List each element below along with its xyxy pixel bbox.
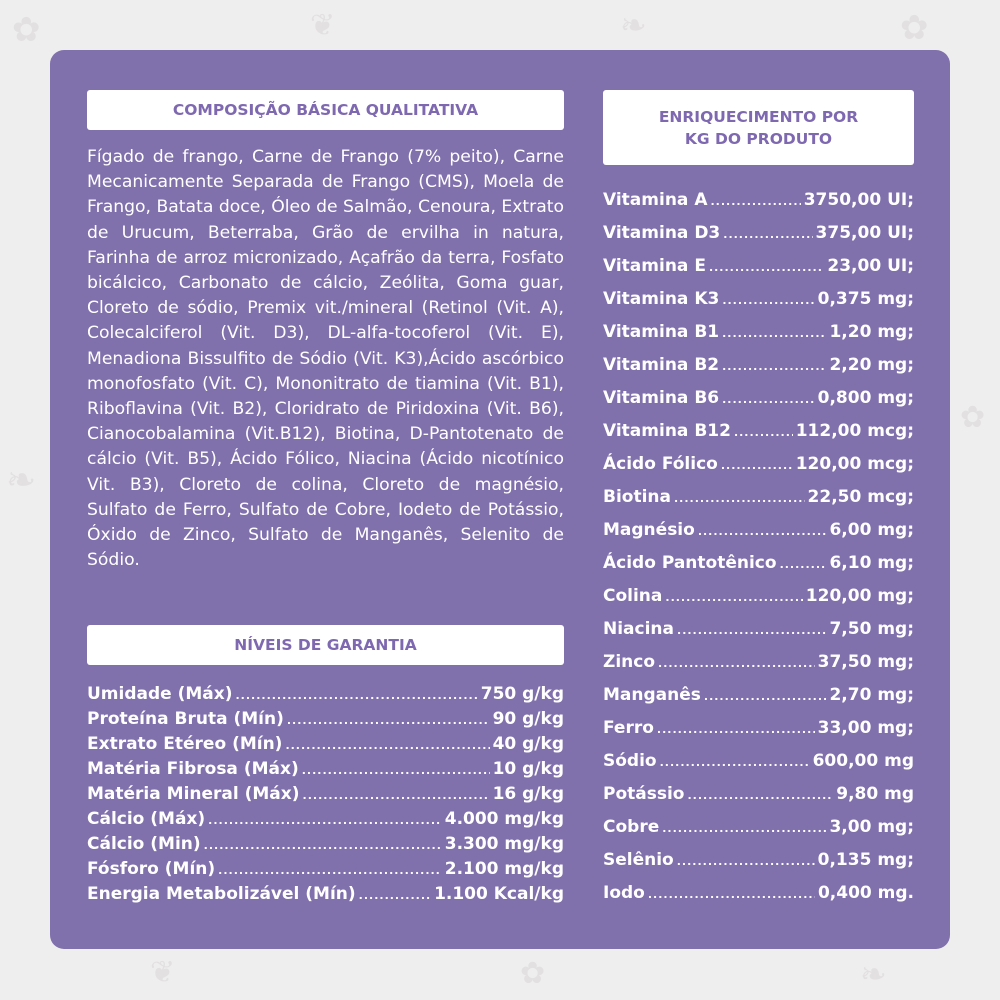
dot-leader	[218, 864, 442, 877]
dot-leader	[734, 426, 793, 439]
niveis-value: 90 g/kg	[492, 709, 564, 729]
enriquecimento-label: Ácido Fólico	[603, 454, 718, 474]
enriquecimento-value: 0,800 mg;	[817, 388, 914, 408]
niveis-value: 4.000 mg/kg	[444, 809, 564, 829]
niveis-value: 3.300 mg/kg	[444, 834, 564, 854]
paw-icon: ✿	[520, 956, 546, 991]
enriquecimento-label: Vitamina K3	[603, 289, 720, 309]
enriquecimento-label: Vitamina E	[603, 256, 706, 276]
paw-icon: ✿	[12, 10, 41, 50]
enriquecimento-label: Biotina	[603, 487, 671, 507]
enriquecimento-row	[603, 553, 914, 586]
dot-leader	[303, 789, 490, 802]
enriquecimento-label: Selênio	[603, 850, 674, 870]
niveis-label: Matéria Mineral (Máx)	[87, 784, 300, 804]
niveis-label: Cálcio (Min)	[87, 834, 201, 854]
enriquecimento-row	[603, 685, 914, 718]
enriquecimento-value: 0,375 mg;	[817, 289, 914, 309]
enriquecimento-label: Vitamina B2	[603, 355, 720, 375]
niveis-row	[87, 684, 564, 709]
dot-leader	[709, 261, 824, 274]
enriquecimento-row	[603, 751, 914, 784]
enriquecimento-label: Manganês	[603, 685, 701, 705]
dot-leader	[285, 739, 489, 752]
enriquecimento-value: 2,20 mg;	[829, 355, 914, 375]
bone-icon: ❦	[310, 8, 336, 43]
niveis-value: 10 g/kg	[492, 759, 564, 779]
enriquecimento-label: Vitamina B12	[603, 421, 731, 441]
enriquecimento-label: Vitamina B1	[603, 322, 720, 342]
enriquecimento-label: Sódio	[603, 751, 657, 771]
enriquecimento-row	[603, 883, 914, 916]
enriquecimento-label: Ferro	[603, 718, 654, 738]
enriquecimento-value: 3,00 mg;	[829, 817, 914, 837]
paw-icon: ✿	[900, 8, 929, 48]
niveis-row	[87, 784, 564, 809]
composicao-title: COMPOSIÇÃO BÁSICA QUALITATIVA	[87, 90, 564, 130]
niveis-label: Proteína Bruta (Mín)	[87, 709, 284, 729]
enriquecimento-label: Colina	[603, 586, 663, 606]
enriquecimento-label: Potássio	[603, 784, 685, 804]
enriquecimento-row	[603, 784, 914, 817]
niveis-title: NÍVEIS DE GARANTIA	[87, 625, 564, 665]
dot-leader	[722, 360, 826, 373]
niveis-label: Umidade (Máx)	[87, 684, 233, 704]
info-panel	[50, 50, 950, 949]
enriquecimento-row	[603, 388, 914, 421]
enriquecimento-value: 120,00 mg;	[805, 586, 914, 606]
enriquecimento-row	[603, 487, 914, 520]
enriquecimento-row	[603, 454, 914, 487]
dot-leader	[674, 492, 805, 505]
enriquecimento-label: Vitamina D3	[603, 223, 721, 243]
enriquecimento-value: 23,00 UI;	[827, 256, 914, 276]
enriquecimento-row	[603, 718, 914, 751]
enriquecimento-label: Ácido Pantotênico	[603, 553, 777, 573]
niveis-label: Cálcio (Máx)	[87, 809, 206, 829]
enriquecimento-value: 33,00 mg;	[817, 718, 914, 738]
leaf-icon: ❧	[860, 955, 887, 993]
dot-leader	[704, 690, 827, 703]
dot-leader	[359, 889, 431, 902]
dot-leader	[204, 839, 442, 852]
enriquecimento-label: Magnésio	[603, 520, 695, 540]
enriquecimento-row	[603, 652, 914, 685]
enriquecimento-value: 9,80 mg	[836, 784, 914, 804]
niveis-value: 1.100 Kcal/kg	[434, 884, 564, 904]
enriquecimento-row	[603, 322, 914, 355]
dot-leader	[302, 764, 490, 777]
enriquecimento-row	[603, 586, 914, 619]
enriquecimento-title: ENRIQUECIMENTO POR KG DO PRODUTO	[603, 90, 914, 165]
dot-leader	[710, 195, 800, 208]
enriquecimento-value: 37,50 mg;	[817, 652, 914, 672]
enriquecimento-row	[603, 190, 914, 223]
dot-leader	[721, 459, 793, 472]
niveis-value: 750 g/kg	[480, 684, 564, 704]
enriquecimento-row	[603, 355, 914, 388]
dot-leader	[677, 855, 815, 868]
dot-leader	[648, 888, 815, 901]
enriquecimento-value: 6,00 mg;	[829, 520, 914, 540]
leaf-icon: ❧	[620, 6, 647, 44]
dot-leader	[236, 689, 478, 702]
dot-leader	[665, 591, 802, 604]
niveis-label: Extrato Etéreo (Mín)	[87, 734, 283, 754]
niveis-label: Fósforo (Mín)	[87, 859, 216, 879]
dot-leader	[287, 714, 490, 727]
enriquecimento-value: 3750,00 UI;	[803, 190, 914, 210]
enriquecimento-value: 375,00 UI;	[815, 223, 914, 243]
enriquecimento-value: 2,70 mg;	[829, 685, 914, 705]
dot-leader	[780, 558, 827, 571]
niveis-row	[87, 859, 564, 884]
niveis-label: Matéria Fibrosa (Máx)	[87, 759, 299, 779]
dot-leader	[657, 723, 815, 736]
niveis-row	[87, 759, 564, 784]
enriquecimento-value: 22,50 mcg;	[807, 487, 914, 507]
niveis-row	[87, 709, 564, 734]
niveis-row	[87, 834, 564, 859]
paw-icon: ✿	[960, 400, 986, 435]
enriquecimento-label: Vitamina B6	[603, 388, 720, 408]
dot-leader	[722, 327, 826, 340]
enriquecimento-value: 1,20 mg;	[829, 322, 914, 342]
enriquecimento-value: 0,135 mg;	[817, 850, 914, 870]
enriquecimento-label: Vitamina A	[603, 190, 708, 210]
enriquecimento-row	[603, 223, 914, 256]
enriquecimento-value: 0,400 mg.	[817, 883, 914, 903]
composicao-text: Fígado de frango, Carne de Frango (7% peito), Carne Mecanicamente Separada de Frango (CMS), Moela de Frango, Batata doce, Óleo de Salmão, Cenoura, Extrato de Urucum, Beterraba, Grão de ervilha in natura, Farinha de arroz micronizado, Açafrão da terra, Fosfato bicálcico, Carbonato de cálcio, Zeólita, Goma guar, Cloreto de sódio, Premix vit./mineral (Retinol (Vit. A), Colecalciferol (Vit. D3), DL-alfa-tocoferol (Vit. E), Menadiona Bissulfito de Sódio (Vit. K3),Ácido ascórbico monofosfato (Vit. C), Mononitrato de tiamina (Vit. B1), Riboflavina (Vit. B2), Cloridrato de Piridoxina (Vit. B6), Cianocobalamina (Vit.B12), Biotina, D-Pantotenato de cálcio (Vit. B5), Ácido Fólico, Niacina (Ácido nicotínico Vit. B3), Cloreto de colina, Cloreto de magnésio, Sulfato de Ferro, Sulfato de Cobre, Iodeto de Potássio, Óxido de Zinco, Sulfato de Manganês, Selenito de Sódio.	[87, 147, 564, 571]
niveis-value: 16 g/kg	[492, 784, 564, 804]
enriquecimento-row	[603, 619, 914, 652]
enriquecimento-row	[603, 520, 914, 553]
enriquecimento-row	[603, 421, 914, 454]
enriquecimento-value: 600,00 mg	[812, 751, 914, 771]
dot-leader	[687, 789, 833, 802]
niveis-row	[87, 734, 564, 759]
dot-leader	[658, 657, 815, 670]
niveis-row	[87, 809, 564, 834]
enriquecimento-row	[603, 817, 914, 850]
enriquecimento-label: Niacina	[603, 619, 675, 639]
enriquecimento-list	[603, 190, 914, 916]
enriquecimento-value: 6,10 mg;	[829, 553, 914, 573]
dot-leader	[660, 756, 810, 769]
enriquecimento-row	[603, 256, 914, 289]
dot-leader	[698, 525, 827, 538]
enriquecimento-value: 120,00 mcg;	[795, 454, 914, 474]
niveis-value: 2.100 mg/kg	[444, 859, 564, 879]
dot-leader	[662, 822, 826, 835]
dot-leader	[723, 228, 812, 241]
niveis-label: Energia Metabolizável (Mín)	[87, 884, 356, 904]
niveis-row	[87, 884, 564, 909]
enriquecimento-label: Cobre	[603, 817, 660, 837]
enriquecimento-label: Zinco	[603, 652, 656, 672]
dot-leader	[722, 294, 814, 307]
dot-leader	[208, 814, 442, 827]
enriquecimento-row	[603, 289, 914, 322]
bone-icon: ❦	[150, 955, 176, 990]
enriquecimento-label: Iodo	[603, 883, 645, 903]
enriquecimento-value: 7,50 mg;	[829, 619, 914, 639]
niveis-value: 40 g/kg	[492, 734, 564, 754]
dot-leader	[677, 624, 826, 637]
enriquecimento-value: 112,00 mcg;	[795, 421, 914, 441]
niveis-list	[87, 684, 564, 909]
enriquecimento-row	[603, 850, 914, 883]
leaf-icon: ❧	[6, 460, 37, 501]
dot-leader	[722, 393, 815, 406]
